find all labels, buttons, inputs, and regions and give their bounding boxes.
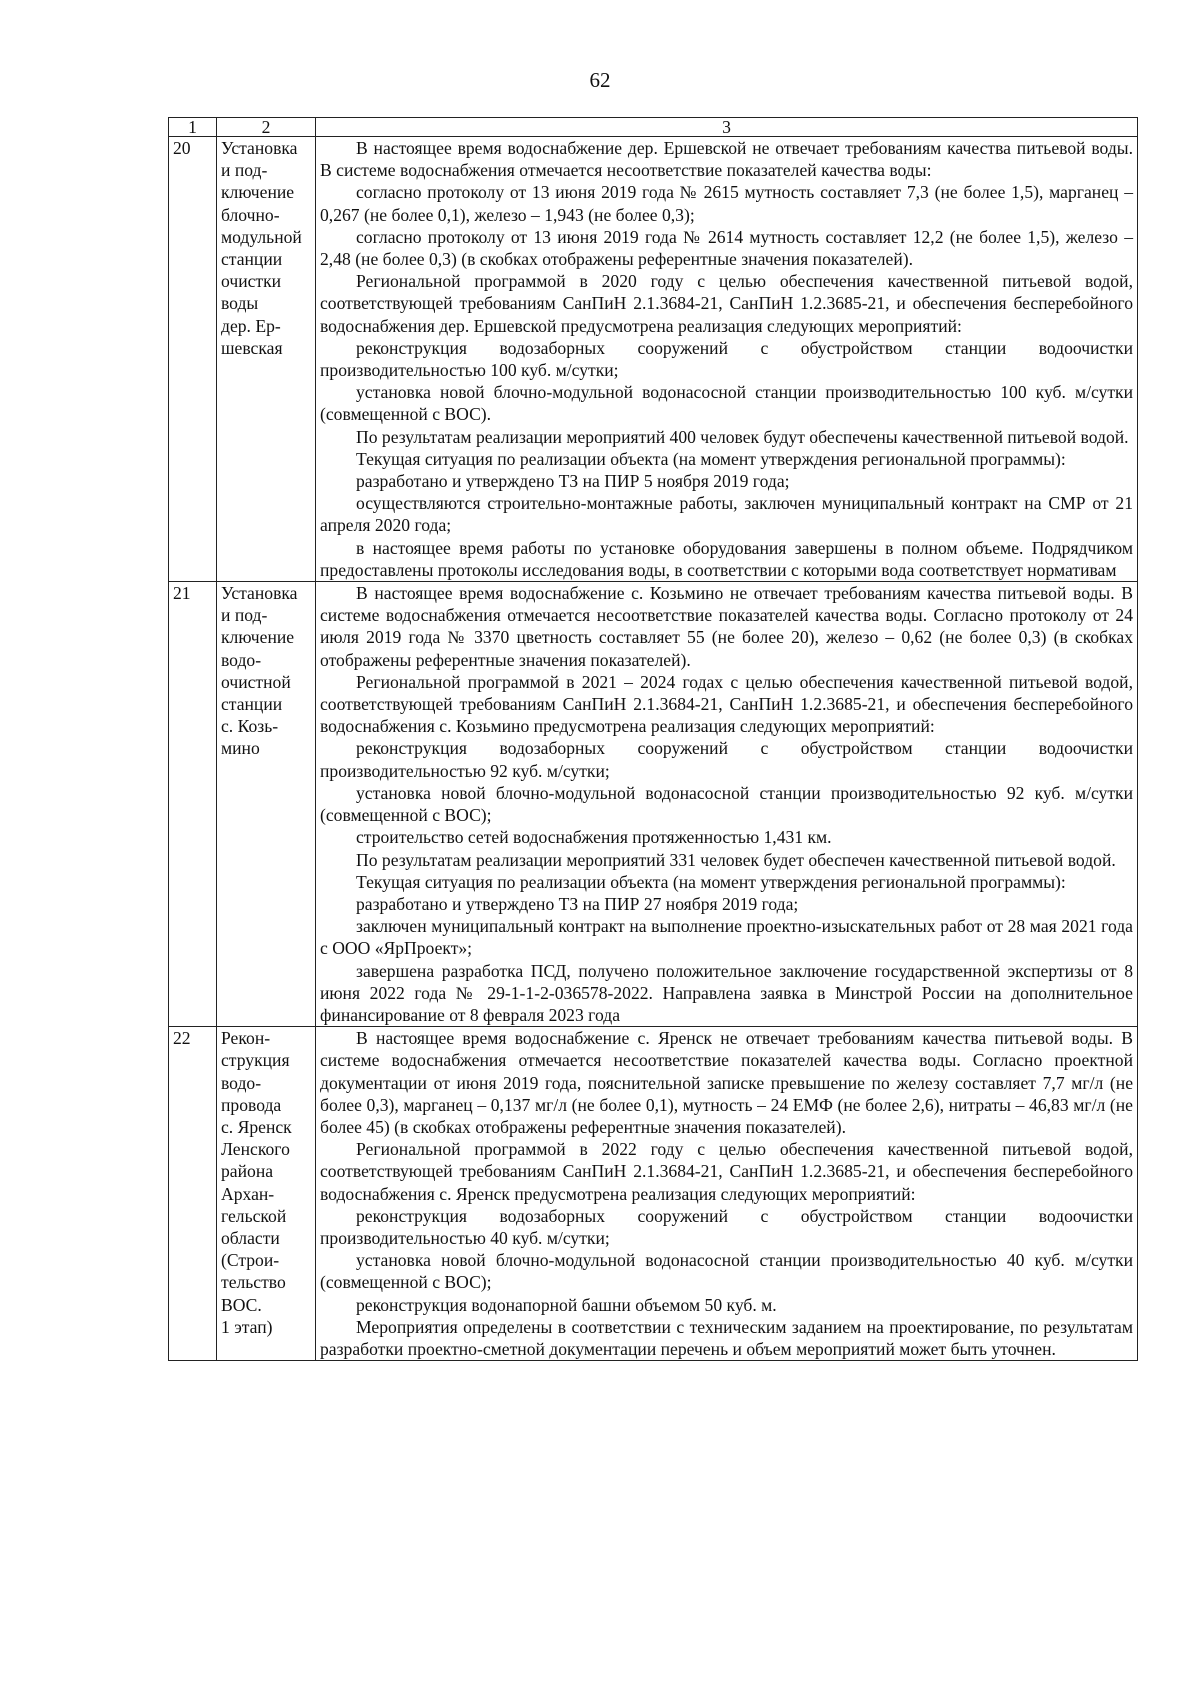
paragraph: Региональной программой в 2020 году с целью обеспечения качественной питьевой водой, соответствующей требованиям СанПиН 2.1.3684-21, СанПиН 1.2.3685-21, и обеспечения бесперебойного водоснабжения дер. Ершевской предусмотрена реализация следующих мероприятий:: [320, 271, 1133, 336]
page-number: 62: [589, 68, 611, 92]
paragraph: В настоящее время водоснабжение с. Яренск не отвечает требованиям качества питьевой воды. В системе водоснабжения отмечается несоответствие показателей качества воды. Согласно проектной документации от июня 2019 года, пояснительной записке превышение по железу составляет 7,7 мг/л (не более 0,3), марганец – 0,137 мг/л (не более 0,1), мутность – 24 ЕМФ (не более 2,6), нитраты – 46,83 мг/л (не более 45) (в скобках отображены референтные значения показателей).: [320, 1028, 1133, 1137]
column-header-2: 2: [217, 118, 316, 137]
paragraph: строительство сетей водоснабжения протяженностью 1,431 км.: [356, 827, 832, 848]
object-name-line: струкция: [221, 1050, 290, 1071]
table-row: [169, 137, 1138, 582]
paragraph: Текущая ситуация по реализации объекта (на момент утверждения региональной программы):: [356, 448, 1066, 469]
object-name-line: Ленского: [221, 1139, 290, 1160]
table-row: [169, 582, 1138, 1027]
paragraph: осуществляются строительно-монтажные работы, заключен муниципальный контракт на СМР от 21 апреля 2020 года;: [320, 493, 1133, 536]
object-name-line: Установка: [221, 583, 298, 604]
object-name-line: модульной: [221, 226, 302, 247]
column-header-1: 1: [169, 118, 217, 137]
paragraph: В настоящее время водоснабжение с. Козьмино не отвечает требованиям качества питьевой воды. В системе водоснабжения отмечается несоответствие показателей качества воды. Согласно протоколу от 24 июля 2019 года № 3370 цветность составляет 55 (не более 20), железо – 0,62 (не более 0,3) (в скобках отображены референтные значения показателей).: [320, 583, 1133, 670]
paragraph: установка новой блочно-модульной водонасосной станции производительностью 100 куб. м/сутки (совмещенной с ВОС).: [320, 382, 1133, 425]
object-name-line: (Строи-: [221, 1250, 280, 1271]
paragraph: реконструкция водозаборных сооружений с обустройством станции водоочистки производительностью 40 куб. м/сутки;: [320, 1205, 1133, 1248]
row-number: 21: [169, 582, 217, 1027]
object-name-line: станции: [221, 249, 283, 270]
object-name-line: очистки: [221, 271, 282, 292]
paragraph: согласно протоколу от 13 июня 2019 года № 2615 мутность составляет 7,3 (не более 1,5), марганец – 0,267 (не более 0,1), железо – 1,943 (не более 0,3);: [320, 182, 1133, 225]
row-number: 20: [169, 137, 217, 582]
paragraph: установка новой блочно-модульной водонасосной станции производительностью 40 куб. м/сутки (совмещенной с ВОС);: [320, 1250, 1133, 1293]
paragraph: Региональной программой в 2021 – 2024 годах с целью обеспечения качественной питьевой водой, соответствующей требованиям СанПиН 2.1.3684-21, СанПиН 1.2.3685-21, и обеспечения бесперебойного водоснабжения с. Козьмино предусмотрена реализация следующих мероприятий:: [320, 671, 1133, 737]
description-cell: [316, 582, 1138, 1027]
object-name-line: Рекон-: [221, 1028, 271, 1049]
object-name-line: с. Козь-: [221, 716, 279, 737]
object-name-line: водо-: [221, 649, 262, 670]
paragraph: согласно протоколу от 13 июня 2019 года № 2614 мутность составляет 12,2 (не более 1,5), железо – 2,48 (не более 0,3) (в скобках отображены референтные значения показателей).: [320, 226, 1133, 270]
object-name-line: 1 этап): [221, 1316, 273, 1337]
object-name-line: воды: [221, 293, 259, 314]
object-name-line: района: [221, 1161, 274, 1182]
object-name-line: провода: [221, 1094, 282, 1115]
object-name: [217, 1027, 316, 1361]
object-name-line: Архан-: [221, 1183, 275, 1204]
object-name-line: шевская: [221, 337, 283, 358]
paragraph: заключен муниципальный контракт на выполнение проектно-изыскательных работ от 28 мая 2021 года с ООО «ЯрПроект»;: [320, 916, 1133, 959]
paragraph: В настоящее время водоснабжение дер. Ершевской не отвечает требованиям качества питьевой воды. В системе водоснабжения отмечается несоответствие показателей качества воды:: [320, 138, 1133, 181]
object-name-line: очистной: [221, 671, 291, 692]
measures-table: [168, 117, 1138, 1361]
object-name-line: тельство: [221, 1272, 286, 1293]
object-name-line: ключение: [221, 182, 295, 203]
object-name-line: и под-: [221, 160, 268, 181]
table-header-row: [169, 118, 1138, 137]
object-name-line: с. Яренск: [221, 1116, 292, 1137]
paragraph: Мероприятия определены в соответствии с техническим заданием на проектирование, по результатам разработки проектно-сметной документации перечень и объем мероприятий может быть уточнен.: [320, 1316, 1133, 1359]
object-name-line: дер. Ер-: [221, 315, 281, 336]
object-name-line: станции: [221, 694, 283, 715]
paragraph: Региональной программой в 2022 году с целью обеспечения качественной питьевой водой, соответствующей требованиям СанПиН 2.1.3684-21, СанПиН 1.2.3685-21, и обеспечения бесперебойного водоснабжения с. Яренск предусмотрена реализация следующих мероприятий:: [320, 1139, 1133, 1204]
paragraph: реконструкция водозаборных сооружений с обустройством станции водоочистки производительностью 100 куб. м/сутки;: [320, 337, 1133, 381]
column-header-3: 3: [316, 118, 1138, 137]
object-name-line: водо-: [221, 1072, 262, 1093]
paragraph: завершена разработка ПСД, получено положительное заключение государственной экспертизы от 8 июня 2022 года № 29-1-1-2-036578-2022. Направлена заявка в Минстрой России на дополнительное финансирование от 8 февраля 2023 года: [320, 960, 1133, 1025]
object-name-line: Установка: [221, 138, 298, 158]
table-row: [169, 1027, 1138, 1361]
description-cell: [316, 1027, 1138, 1361]
object-name-line: ВОС.: [221, 1294, 262, 1315]
object-name: [217, 582, 316, 1027]
row-number: 22: [169, 1027, 217, 1361]
paragraph: реконструкция водозаборных сооружений с обустройством станции водоочистки производительностью 92 куб. м/сутки;: [320, 738, 1133, 781]
paragraph: По результатам реализации мероприятий 400 человек будут обеспечены качественной питьевой водой.: [356, 426, 1129, 447]
object-name-line: ключение: [221, 627, 295, 648]
paragraph: разработано и утверждено ТЗ на ПИР 27 ноября 2019 года;: [356, 893, 799, 914]
object-name-line: и под-: [221, 605, 268, 626]
object-name-line: блочно-: [221, 204, 280, 225]
object-name: [217, 137, 316, 582]
paragraph: реконструкция водонапорной башни объемом 50 куб. м.: [356, 1294, 777, 1315]
paragraph: установка новой блочно-модульной водонасосной станции производительностью 92 куб. м/сутки (совмещенной с ВОС);: [320, 782, 1133, 826]
object-name-line: гельской: [221, 1205, 287, 1226]
paragraph: разработано и утверждено ТЗ на ПИР 5 ноября 2019 года;: [356, 471, 790, 492]
paragraph: в настоящее время работы по установке оборудования завершены в полном объеме. Подрядчиком предоставлены протоколы исследования воды, в соответствии с которыми вода соответствует нормативам: [320, 537, 1133, 580]
description-cell: [316, 137, 1138, 582]
paragraph: По результатам реализации мероприятий 331 человек будет обеспечен качественной питьевой водой.: [356, 849, 1116, 870]
object-name-line: мино: [221, 738, 260, 759]
object-name-line: области: [221, 1227, 280, 1248]
paragraph: Текущая ситуация по реализации объекта (на момент утверждения региональной программы):: [356, 871, 1066, 892]
